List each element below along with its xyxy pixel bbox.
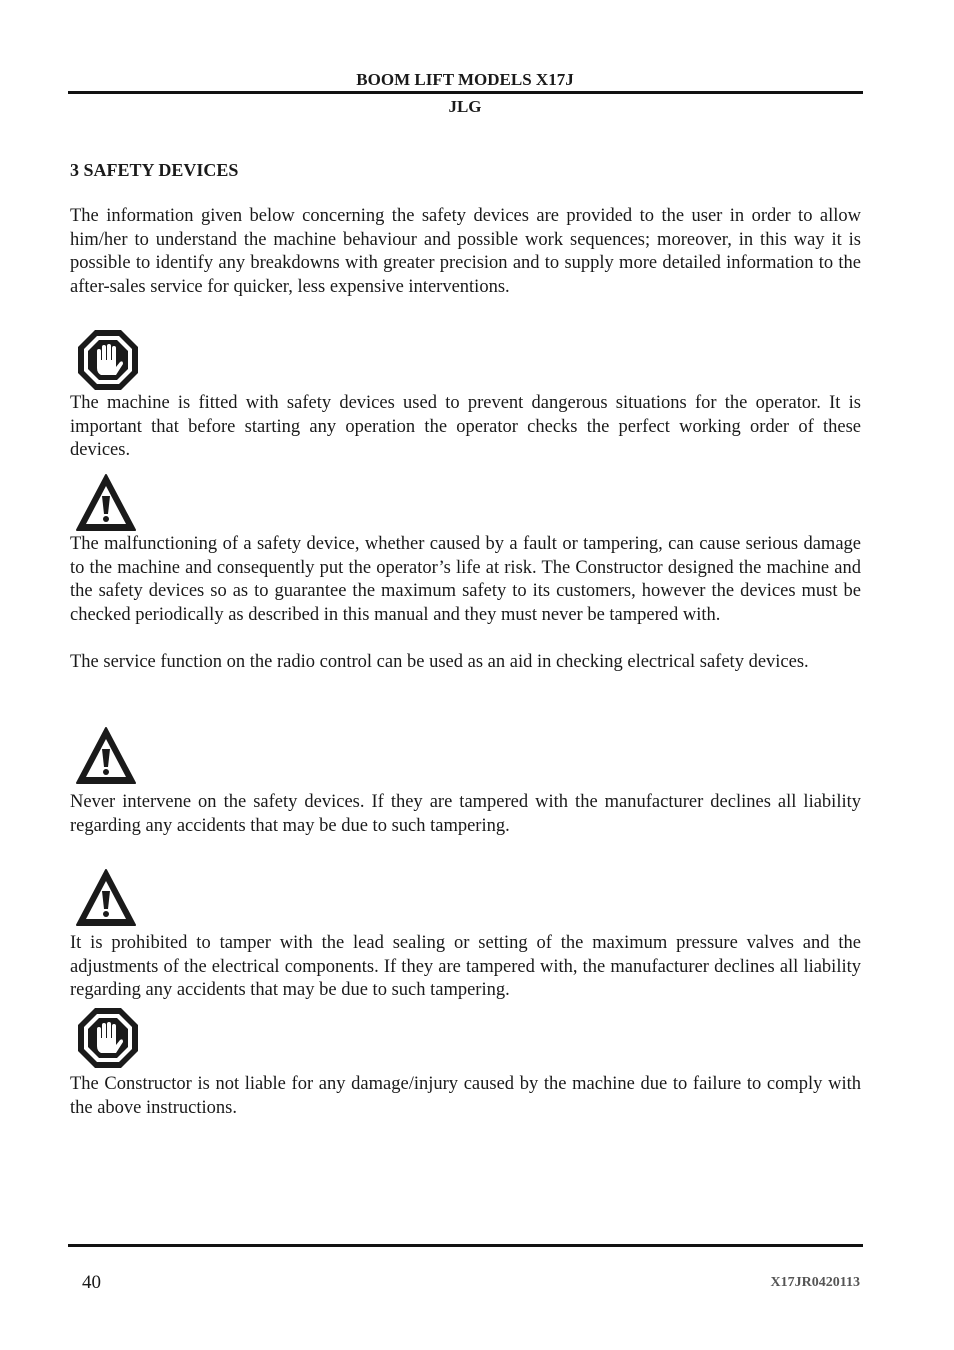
section-heading: 3 SAFETY DEVICES	[70, 160, 239, 180]
footer-rule	[68, 1244, 863, 1247]
warning-triangle-icon	[75, 725, 137, 787]
header-title: BOOM LIFT MODELS X17J	[356, 70, 574, 89]
header-rule	[68, 91, 863, 94]
document-code: X17JR0420113	[770, 1275, 860, 1290]
page-number: 40	[82, 1272, 101, 1293]
stop-hand-icon	[77, 1007, 139, 1069]
warning-triangle-icon	[75, 867, 137, 929]
service-paragraph: The service function on the radio control can be used as an aid in checking electrical safety devices.	[70, 652, 809, 672]
fitted-paragraph: The machine is fitted with safety devices used to prevent dangerous situations for the operator. It is important that before starting any operation the operator checks the perfect working order of these devices.	[70, 393, 861, 460]
intro-paragraph: The information given below concerning the safety devices are provided to the user in order to allow him/her to understand the machine behaviour and possible work sequences; moreover, in this way it is possible to identify any breakdowns with greater precision and to supply more detailed information to the after-sales service for quicker, less expensive interventions.	[70, 206, 861, 297]
malfunction-paragraph: The malfunctioning of a safety device, whether caused by a fault or tampering, can cause serious damage to the machine and consequently put the operator’s life at risk. The Constructor designed the machine and the safety devices so as to guarantee the maximum safety to its customers, however the devices must be checked periodically as described in this manual and they must never be tampered with.	[70, 534, 861, 625]
prohibited-paragraph: It is prohibited to tamper with the lead sealing or setting of the maximum pressure valves and the adjustments of the electrical components. If they are tampered with, the manufacturer declines all liability regarding any accidents that may be due to such tampering.	[70, 933, 861, 1000]
not-liable-paragraph: The Constructor is not liable for any damage/injury caused by the machine due to failure to comply with the above instructions.	[70, 1074, 861, 1118]
stop-hand-icon	[77, 329, 139, 391]
never-intervene-paragraph: Never intervene on the safety devices. If they are tampered with the manufacturer declines all liability regarding any accidents that may be due to such tampering.	[70, 792, 861, 836]
header-brand: JLG	[448, 97, 482, 116]
warning-triangle-icon	[75, 472, 137, 534]
